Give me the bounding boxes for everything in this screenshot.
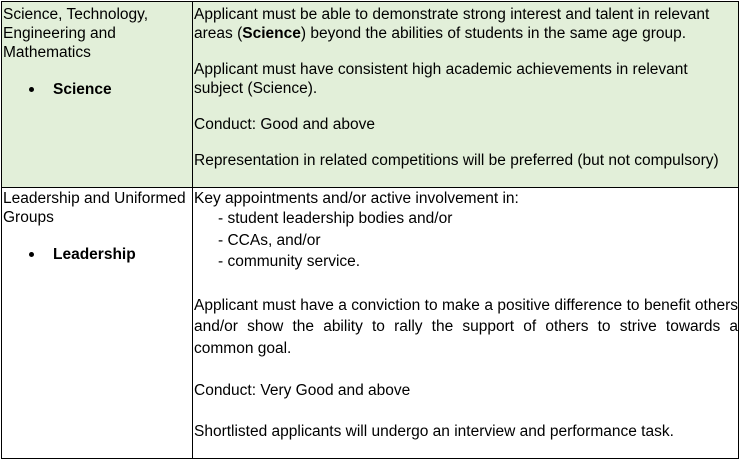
area-cell-science bbox=[3, 5, 191, 99]
requirement-interview: Shortlisted applicants will undergo an interview and performance task. bbox=[194, 423, 674, 440]
area-bullet bbox=[3, 80, 191, 99]
area-title: Leadership and Uniformed Groups bbox=[3, 190, 186, 226]
area-cell-leadership bbox=[3, 189, 191, 264]
list-item: - student leadership bodies and/or bbox=[218, 210, 453, 227]
requirement-conduct: Conduct: Good and above bbox=[194, 116, 375, 133]
column-divider bbox=[192, 2, 193, 458]
list-item: - community service. bbox=[218, 253, 361, 270]
requirement-intro: Key appointments and/or active involvement in: bbox=[194, 190, 519, 207]
requirement-academic: Applicant must have consistent high academic achievements in relevant subject (Science). bbox=[194, 61, 688, 97]
requirements-cell-leadership bbox=[194, 189, 738, 441]
requirements-cell-science bbox=[194, 5, 738, 170]
area-bullet bbox=[3, 245, 191, 264]
requirement-competitions: Representation in related competitions will be preferred (but not compulsory) bbox=[194, 152, 719, 169]
area-bullet-label: Science bbox=[53, 81, 112, 98]
requirement-interest: Applicant must be able to demonstrate strong interest and talent in relevant areas (Science) beyond the abilities of students in the same age group. bbox=[194, 6, 710, 42]
list-item: - CCAs, and/or bbox=[218, 231, 321, 249]
bullet-icon bbox=[29, 252, 34, 257]
bullet-icon bbox=[29, 87, 34, 92]
requirement-conduct: Conduct: Very Good and above bbox=[194, 382, 411, 399]
criteria-table bbox=[1, 1, 739, 459]
area-title: Science, Technology, Engineering and Mathematics bbox=[3, 6, 149, 61]
area-bullet-label: Leadership bbox=[53, 246, 136, 263]
requirement-conviction: Applicant must have a conviction to make a positive difference to benefit others and/or show the ability to rally the support of others to strive towards a common goal. bbox=[194, 296, 738, 357]
